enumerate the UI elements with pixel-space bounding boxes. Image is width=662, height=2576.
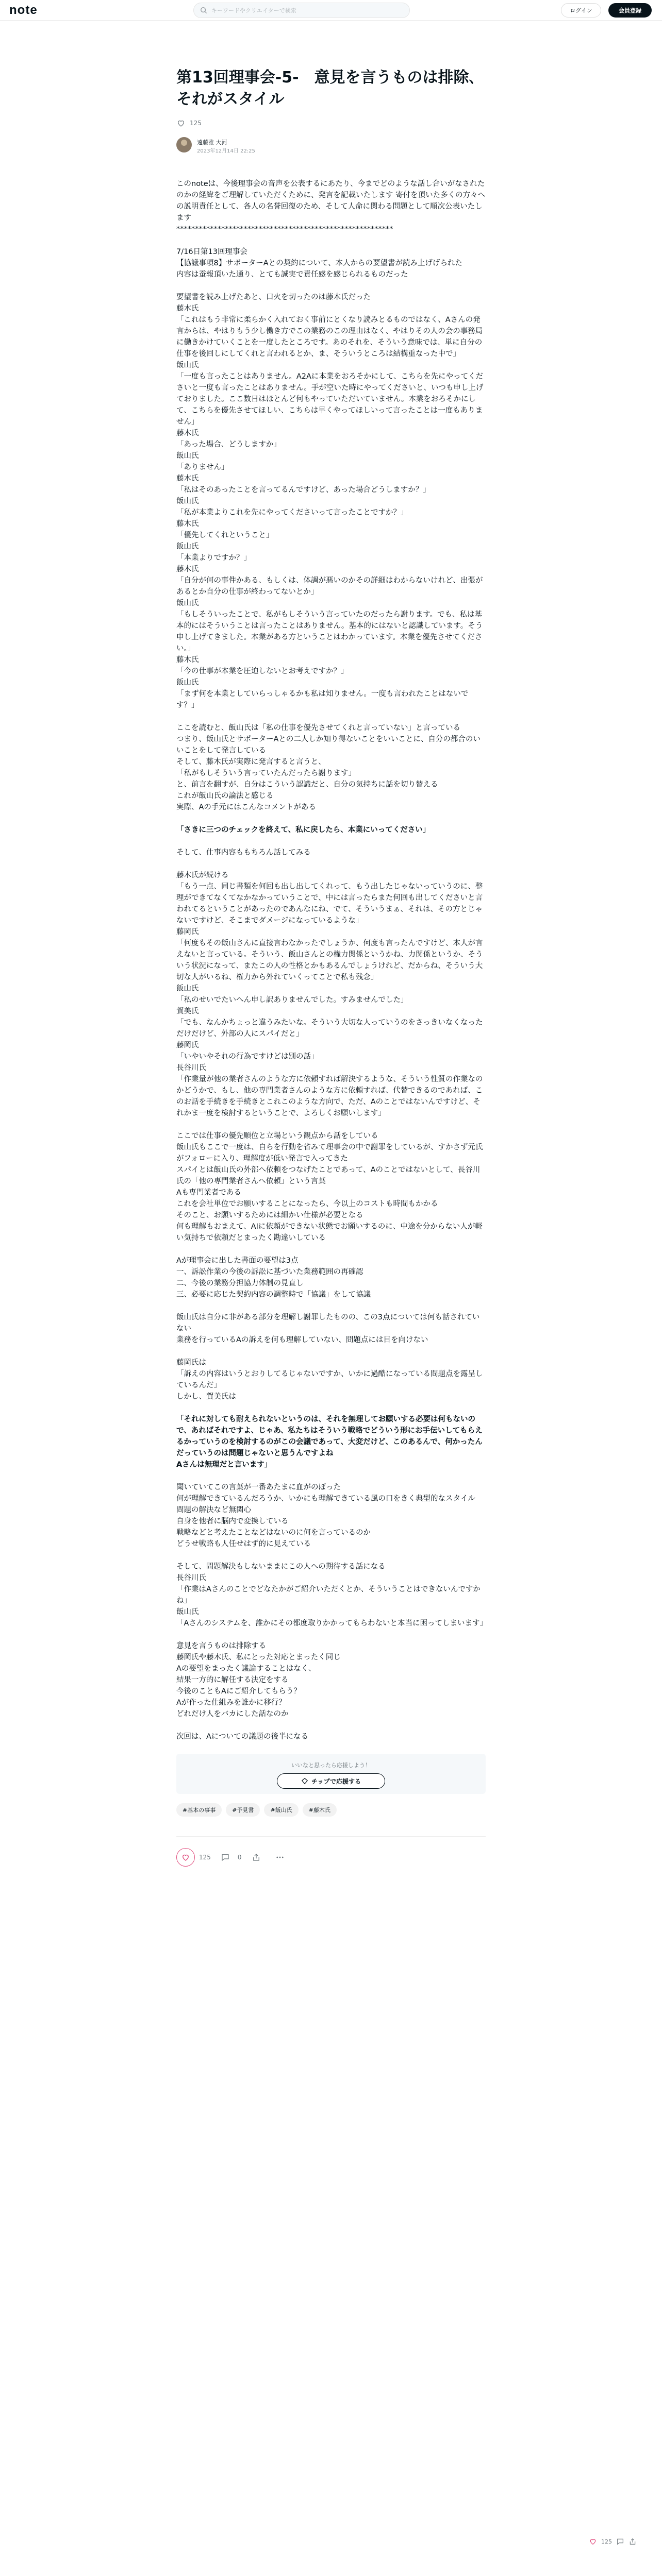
comment-icon[interactable] xyxy=(220,1852,230,1862)
body-paragraph: 「さきに三つのチェックを終えて、私に戻したら、本業にいってください」 xyxy=(176,826,431,834)
body-paragraph: そして、問題解決もしないままにこの人への期待する話になる 長谷川氏 「作業はAさんのことでどなたかがご紹介いただくとか、そういうことはできないんですかね」 飯山氏 「Aさんのシステムを、誰かにその都度取りかかってもらわないと本当に困ってしまいます」 xyxy=(176,1563,487,1628)
like-count: 125 xyxy=(199,1854,211,1861)
article-title: 第13回理事会-5- 意見を言うものは排除､それがスタイル xyxy=(176,69,477,108)
body-paragraph: 7/16日第13回理事会 【協議事項8】サポーターAとの契約について、本人からの要望書が読み上げげられた 内容は蚕報頂いた通り、とても誠実で責任感を感じられるものだった xyxy=(176,248,463,279)
like-count: 125 xyxy=(190,120,202,127)
tip-icon xyxy=(301,1777,308,1785)
comment-icon[interactable] xyxy=(616,2537,624,2546)
body-paragraph: 飯山氏は自分に非がある部分を理解し謝罪したものの、この3点については何も話されていない 業務を行っているAの訴えを何も理解していない、問題点には目を向けない xyxy=(176,1313,480,1344)
tag-chip[interactable]: #予見書 xyxy=(226,1803,260,1817)
body-paragraph: 意見を言うものは排除する 藤岡氏や藤木氏、私にとった対応とまったく同じ Aの要望をまったく議論することはなく、 結果一方的に解任する決定をする 今後のこともAにご紹介してもらう？ Aが作った仕組みを誰かに移行？ どれだけ人をバカにした話なのか xyxy=(176,1642,341,1718)
body-paragraph: Aが理事会に出した書面の要望は3点 一、訴訟作業の今後の訴訟に基づいた業務範囲の再確認 二、今後の業務分担協力体制の見直し 三、必要に応じた契約内容の調整時で「協議」をして協議 xyxy=(176,1257,371,1299)
title-like-row xyxy=(176,117,486,129)
avatar[interactable] xyxy=(176,137,192,152)
search-box[interactable] xyxy=(193,3,410,18)
tip-button[interactable] xyxy=(277,1773,385,1789)
share-icon[interactable] xyxy=(628,2537,637,2546)
post-date: 2023年12月14日 22:25 xyxy=(197,148,255,154)
more-icon[interactable] xyxy=(275,1852,285,1862)
body-paragraph: そして、仕事内容ももちろん話してみる xyxy=(176,849,311,857)
tag-list xyxy=(176,1803,486,1817)
body-paragraph: 要望書を読み上げたあと、口火を切ったのは藤木氏だった 藤木氏 「これはもう非常に柔らかく入れておく事前にとくなり読みとるものではなく、Aさんの発言からは、やはりもう少し働き方でこの業務のこの理由はなく、やはりその人の会の事務局に働きかけていくことを一度したところです。あのそれを、そういう意味では、単に自分の仕事を後回しにしてくれと言われるとか、ま、そういうところは結構重なった中で」 飯山氏 「一度も言ったことはありません。A2Aに本業をおろそかにして、こちらを先にやってくださいと一度も言ったことはありません。手が空いた時にやってくださいと、いつも申し上げておりました。ここ数日はほとんど何もやっていただいていません。本業をおろそかにして、こちらを優先させてほしい、こちらは早くやってほしいって言ったことは一度もありません」 藤木氏 「あった場合、どうしますか」 飯山氏 「ありません」 藤木氏 「私はそのあったことを言ってるんですけど、あった場合どうしますか？」 飯山氏 「私が本業よりこれを先にやってくださいって言ったことですか？」 藤木氏 「優先してくれということ」 飯山氏 「本業よりですか？」 藤木氏 「自分が何の事件かある、もしくは、体調が悪いのかその詳細はわからないけれど、出張があるとか自分の仕事が終わってないとか」 飯山氏 「もしそういったことで、私がもしそういう言っていたのだったら謝ります。でも、私は基本的にはそういうことは言ったことはありません。基本的にはないと認識しています。そう申し上げてきました。本業がある方ということはわかっています。本業を優先させてください。」 藤木氏 「今の仕事が本業を圧迫しないとお考えですか？」 飯山氏 「まず何を本業としていらっしゃるかも私は知りません。一度も言われたことはないです？」 xyxy=(176,293,484,709)
author-name[interactable]: 遠藤雅 大河 xyxy=(197,139,227,146)
heart-icon[interactable] xyxy=(176,118,186,128)
tip-label: チップで応援する xyxy=(311,1777,361,1785)
body-paragraph: ここでは仕事の優先順位と立場という観点から話をしている 飯山氏もここで一度は、自らを行動を省みて理事会の中で謝罪をしているが、すかさず元氏がフォローに入り、理解度が低い発言で入ってきた スパイとは飯山氏の外部へ依頼をつなげたことであって、Aのことではないとして、長谷川氏の「他の専門業者さんへ依頼」という言葉 Aも専門業者である これを会社単位でお願いすることになったら、今以上のコストも時間もかかる そのこと、お願いするためには細かい仕様が必要となる 何も理解もおまえて、AIに依頼ができない状態でお願いするのに、中途を分からない人が軽い気持ちで依頼だとまったく勘違いしている xyxy=(176,1132,483,1242)
floating-action-rail xyxy=(589,2535,646,2548)
body-paragraph: このnoteは、今後理事会の音声を公表するにあたり、今までどのような話し合いがなされたのかの経緯をご理解していただくために、発言を記載いたします 寄付を頂いた多くの方々への説明責任として、各人の名誉回復のため、そして人命に関わる問題として順次公表いたします ********************************************************** xyxy=(176,180,486,233)
note-logo[interactable]: note xyxy=(9,3,38,17)
divider xyxy=(176,1836,486,1837)
signup-button[interactable]: 会員登録 xyxy=(608,3,652,18)
author-info[interactable] xyxy=(176,137,486,155)
heart-icon xyxy=(181,1853,190,1862)
site-header xyxy=(0,0,662,21)
float-like-count: 125 xyxy=(601,2538,612,2545)
search-input[interactable] xyxy=(211,3,402,18)
search-icon xyxy=(200,7,207,14)
body-paragraph: ここを読むと、飯山氏は「私の仕事を優先させてくれと言っていない」と言っている つまり、飯山氏とサポーターAとの二人しか知り得ないことをいいことに、自分の都合のいいことをして発言している そして、藤木氏が実際に発言すると言うと、 「私がもしそういう言っていたんだったら謝ります」 と、前言を翻すが、自分はこういう認識だと、自分の気持ちに話を切り替える これが飯山氏の論法と感じる 実際、Aの手元にはこんなコメントがある xyxy=(176,724,481,811)
body-paragraph: 藤木氏が続ける 「もう一点、同じ書類を何回も出し出してくれって、もう出したじゃないっていうのに、整理ができてなくてなかなかっていうことで、中には言ったらまた何回も出してくださいと言われてるということがあったのであんなにね、でて、そういうまぁ、それは、その方とじゃないですけど、そこまでダメージになっているような」 藤岡氏 「何度もその飯山さんに直接言わなかったでしょうか、何度も言ったんですけど、本人が言えないと言っている。そういう、飯山さんとの権力関係というかね、力関係というか、そういう状況になって、またこの人の性格とかもあるんでしょうけれど、だからね、そういう大切な人がいるね、権力から外れていくってことで私も残念」 飯山氏 「私のせいでたいへん申し訳ありませんでした。すみませんでした」 賀美氏 「でも、なんかちょっと違うみたいな。そういう大切な人っていうのをさっきいなくなっただけだけど、外部の人にスパイだと」 藤岡氏 「いやいやそれの行為ですけどは別の話」 長谷川氏 「作業量が他の業者さんのような方に依頼すれば解決するような、そういう性質の作業なのかどうかで、もし、他の専門業者さんのような方に依頼すれば、代替できるのであれば、このお話を手続きを手続きとこれこのような方向で、ただ、Aのことではないんですけど、それかま一度を検討するということで、よろしくお願いします」 xyxy=(176,871,483,1117)
heart-icon[interactable] xyxy=(589,2537,597,2546)
share-icon[interactable] xyxy=(251,1852,261,1862)
tag-chip[interactable]: #藤木氏 xyxy=(303,1803,337,1817)
support-prompt: いいなと思ったら応援しよう！ xyxy=(291,1762,371,1769)
body-paragraph: 聞いていてこの言葉が一番あたまに血がのぼった 何が理解できているんだろうか、いかにも理解できている風の口をきく典型的なスタイル 問題の解決など無関心 自身を他者に脳内で変換している 戦略などと考えたことなどはないのに何を言っているのか どうせ戦略も人任せはず的に見えている xyxy=(176,1483,475,1548)
article xyxy=(176,67,486,1867)
tag-chip[interactable]: #基本の事事 xyxy=(176,1803,222,1817)
like-button[interactable] xyxy=(176,1848,195,1867)
article-body xyxy=(176,178,486,1742)
comment-count: 0 xyxy=(237,1854,242,1861)
tag-chip[interactable]: #飯山氏 xyxy=(264,1803,298,1817)
body-paragraph: 藤岡氏は 「訴えの内容はいうとおりしてるじゃないですか、いかに過酷になっている問題点を露呈しているんだ」 しかし、賀美氏は xyxy=(176,1359,483,1401)
body-paragraph: 「それに対しても耐えられないというのは、それを無理してお願いする必要は何もないので、あればそれですよ、じゃあ、私たちはそういう戦略でどういう形にお手伝いしてもらえるかっていうのを検討するのがこの会議であって、大変だけど、このあるんで、何かったんだっていうのは問題じゃないと思うんですよね Aさんは無理だと言います」 xyxy=(176,1415,483,1469)
body-paragraph: 次回は、Aについての議題の後半になる xyxy=(176,1733,309,1741)
login-button[interactable]: ログイン xyxy=(561,3,601,18)
action-bar xyxy=(176,1848,486,1867)
support-box xyxy=(176,1754,486,1794)
